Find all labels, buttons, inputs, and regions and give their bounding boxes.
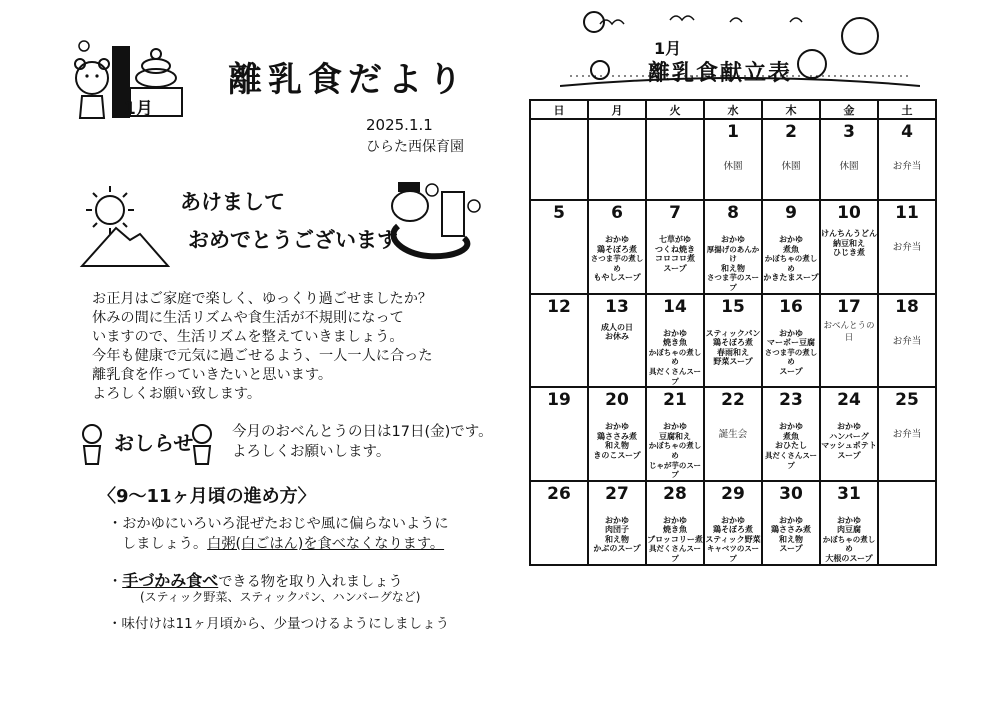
day-note: おべんとうの日 [823, 320, 875, 343]
menu-item: 鶏そぼろ煮 [597, 244, 637, 254]
menu-item: コロコロ煮 [655, 254, 695, 264]
menu-calendar [529, 99, 937, 566]
day-menu [821, 229, 877, 258]
weekday-tue: 火 [646, 100, 704, 119]
calendar-week-row [530, 119, 936, 200]
day-number: 26 [547, 483, 571, 504]
day-number: 2 [785, 122, 797, 142]
menu-item: ハンバーグ [829, 431, 869, 441]
menu-item: スープ [779, 366, 803, 376]
day-number: 25 [895, 390, 919, 411]
day-number: 3 [843, 122, 855, 142]
day-note: お弁当 [892, 335, 922, 347]
day-number: 22 [721, 390, 745, 411]
menu-item: おかゆ [721, 235, 745, 244]
day-note: 休園 [723, 161, 743, 172]
menu-item: 具だくさんスープ [648, 544, 702, 564]
weekday-sat: 土 [878, 100, 936, 119]
calendar-day-cell [704, 119, 762, 200]
intro-line: 休みの間に生活リズムや食生活が不規則になって [92, 310, 404, 326]
calendar-day-cell [704, 294, 762, 388]
calendar-day-cell [878, 387, 936, 481]
day-number [647, 120, 703, 122]
snake-new-year-illustration [384, 178, 484, 274]
day-number: 10 [837, 203, 861, 223]
calendar-day-cell [588, 119, 646, 200]
day-number: 1 [727, 122, 739, 142]
calendar-day-cell [588, 387, 646, 481]
day-menu [647, 516, 703, 564]
menu-item: キャベツのスープ [706, 544, 760, 564]
day-number: 24 [837, 390, 861, 411]
weekday-header-row [530, 100, 936, 119]
day-note: 誕生会 [718, 429, 748, 441]
calendar-day-cell [762, 200, 820, 294]
calendar-day-cell [878, 119, 936, 200]
menu-item: 和え物 [779, 534, 803, 544]
day-number: 11 [895, 203, 919, 223]
menu-item: かきたまスープ [763, 273, 819, 283]
menu-item: おかゆ [779, 422, 803, 432]
menu-item: さつま芋のスープ [706, 273, 760, 292]
menu-item: 成人の日 [601, 322, 633, 332]
menu-item: 厚揚げのあんかけ [706, 244, 760, 264]
menu-item: 焼き魚 [663, 525, 687, 535]
menu-item: おかゆ [779, 515, 803, 525]
menu-item: 納豆和え [833, 238, 865, 248]
intro-line: お正月はご家庭で楽しく、ゆっくり過ごせましたか？ [92, 291, 433, 307]
menu-item: じゃが芋のスープ [648, 460, 702, 480]
menu-item: 煮魚 [783, 244, 799, 254]
notice-line-1: 今月のおべんとうの日は17日(金)です。 [232, 424, 493, 440]
weekday-thu: 木 [762, 100, 820, 119]
menu-item: おひたし [775, 441, 807, 451]
day-menu [647, 422, 703, 480]
bullet-2-sub: (スティック野菜、スティックパン、ハンバーグなど) [140, 590, 421, 604]
menu-item: 野菜スープ [713, 357, 753, 367]
day-note: お弁当 [892, 429, 922, 441]
menu-item: 七草がゆ [659, 235, 691, 244]
menu-item: 具だくさんスープ [764, 450, 818, 470]
weekday-sun: 日 [530, 100, 588, 119]
calendar-day-cell [762, 481, 820, 565]
day-note: 休園 [839, 161, 859, 172]
menu-item: ひじき煮 [833, 248, 865, 258]
calendar-day-cell [820, 481, 878, 565]
calendar-day-cell [530, 294, 588, 388]
menu-item: お休み [605, 332, 629, 342]
day-number: 28 [663, 483, 687, 504]
menu-item: おかゆ [779, 235, 803, 244]
menu-item: おかゆ [605, 422, 629, 432]
calendar-day-cell [820, 387, 878, 481]
day-number: 20 [605, 390, 629, 411]
day-number: 13 [605, 296, 629, 317]
bullet-1 [108, 514, 449, 554]
day-menu [589, 235, 645, 283]
menu-item: 焼き魚 [663, 338, 687, 348]
bullet-3 [108, 612, 449, 632]
intro-line: 今年も健康で元気に過ごせるよう、一人一人に合った [92, 348, 433, 364]
issue-date: 2025.1.1 [366, 116, 433, 134]
day-menu [763, 329, 819, 377]
day-number: 14 [663, 296, 687, 317]
menu-item: おかゆ [837, 515, 861, 525]
menu-item: マッシュポテト [821, 441, 877, 451]
menu-item: 和え物 [605, 534, 629, 544]
menu-item: かぼちゃの煮しめ [648, 347, 702, 367]
menu-item: スープ [779, 544, 803, 554]
menu-item: おかゆ [663, 328, 687, 338]
menu-item: かぼちゃの煮しめ [822, 534, 876, 554]
day-number: 29 [721, 483, 745, 504]
menu-item: おかゆ [779, 328, 803, 338]
bullet-dot: ・ [108, 516, 123, 532]
menu-item: けんちんうどん [821, 229, 877, 238]
day-number: 9 [785, 203, 797, 223]
calendar-day-cell [646, 294, 704, 388]
greeting-line-1: あけまして [180, 190, 285, 214]
weekday-fri: 金 [820, 100, 878, 119]
menu-item: つくね焼き [655, 244, 695, 254]
calendar-day-cell [878, 481, 936, 565]
calendar-day-cell [646, 119, 704, 200]
bullet-dot: ・ [108, 616, 122, 632]
weekday-wed: 水 [704, 100, 762, 119]
bullet-2-bold: 手づかみ食べ [122, 571, 219, 590]
day-number [879, 482, 935, 484]
day-number: 6 [611, 203, 623, 223]
day-number: 4 [901, 122, 913, 142]
calendar-day-cell [530, 119, 588, 200]
calendar-day-cell [762, 294, 820, 388]
menu-item: 鶏そぼろ煮 [713, 338, 753, 348]
day-menu [589, 516, 645, 554]
bullet-3-text: 味付けは11ヶ月頃から、少量つけるようにしましょう [121, 616, 450, 632]
day-number: 21 [663, 390, 687, 411]
bullet-1-line-1: おかゆにいろいろ混ぜたおじや風に偏らないように [122, 516, 449, 532]
weekday-mon: 月 [588, 100, 646, 119]
calendar-week-row [530, 294, 936, 388]
menu-item: 具だくさんスープ [648, 366, 702, 386]
day-number: 8 [727, 203, 739, 223]
section-title: 〈9～11ヶ月頃の進め方〉 [98, 486, 316, 507]
calendar-day-cell [878, 200, 936, 294]
day-number: 12 [547, 296, 571, 317]
menu-item: 春雨和え [717, 347, 749, 357]
menu-item: さつま芋の煮しめ [590, 254, 644, 273]
intro-line: 離乳食を作っていきたいと思います。 [92, 367, 333, 383]
notice-text [232, 422, 493, 462]
day-number: 15 [721, 296, 745, 317]
day-menu [647, 235, 703, 273]
menu-item: おかゆ [721, 515, 745, 525]
intro-line: よろしくお願い致します。 [92, 386, 262, 402]
calendar-day-cell [762, 119, 820, 200]
notice-line-2: よろしくお願いします。 [232, 444, 391, 460]
menu-item: 鶏ささみ煮 [597, 431, 637, 441]
day-menu [763, 235, 819, 283]
menu-item: 大根のスープ [825, 554, 873, 564]
menu-item: かぼちゃの煮しめ [648, 441, 702, 460]
day-menu [763, 516, 819, 554]
menu-item: さつま芋の煮しめ [764, 347, 818, 367]
day-number: 17 [837, 296, 861, 317]
calendar-week-row [530, 387, 936, 481]
menu-item: おかゆ [837, 422, 861, 432]
menu-item: スティック野菜 [705, 534, 761, 544]
calendar-day-cell [820, 119, 878, 200]
page-title: 離乳食だより [228, 60, 468, 100]
calendar-day-cell [820, 200, 878, 294]
intro-paragraph [92, 290, 433, 404]
day-note: お弁当 [892, 161, 922, 172]
day-number [589, 120, 645, 122]
day-number: 27 [605, 483, 629, 504]
calendar-day-cell [704, 481, 762, 565]
menu-item: スープ [837, 450, 861, 460]
calendar-week-row [530, 481, 936, 565]
calendar-day-cell [530, 481, 588, 565]
calendar-day-cell [878, 294, 936, 388]
calendar-day-cell [530, 200, 588, 294]
day-menu [705, 329, 761, 367]
menu-item: おかゆ [605, 235, 629, 244]
menu-item: おかゆ [663, 515, 687, 525]
day-number: 16 [779, 296, 803, 317]
bullet-1-line-2b: 白粥(白ごはん)を食べなくなります。 [207, 536, 445, 552]
day-number: 23 [779, 390, 803, 411]
calendar-day-cell [704, 200, 762, 294]
calendar-day-cell [646, 481, 704, 565]
day-number: 31 [837, 483, 861, 504]
calendar-month: 1月 [654, 39, 682, 58]
menu-item: 鶏そぼろ煮 [713, 525, 753, 535]
calendar-day-cell [646, 200, 704, 294]
menu-item: ブロッコリー煮 [647, 534, 703, 544]
menu-item: 肉豆腐 [837, 525, 861, 535]
day-menu [589, 323, 645, 342]
bullet-dot: ・ [108, 574, 123, 590]
day-menu [763, 422, 819, 470]
month-badge: 1月 [124, 99, 153, 119]
calendar-day-cell [588, 200, 646, 294]
day-number [531, 120, 587, 122]
day-number: 19 [547, 390, 571, 411]
day-note: お弁当 [892, 242, 922, 253]
day-menu [705, 235, 761, 293]
menu-item: 鶏ささみ煮 [771, 525, 811, 535]
menu-item: スープ [663, 263, 687, 273]
day-number: 5 [553, 203, 565, 223]
day-number: 7 [669, 203, 681, 223]
menu-item: 和え物 [605, 441, 629, 451]
school-name: ひらた西保育園 [366, 139, 464, 155]
day-menu [821, 422, 877, 460]
calendar-day-cell [588, 294, 646, 388]
sun-mountain-illustration [78, 182, 170, 268]
menu-item: 煮魚 [783, 431, 799, 441]
menu-item: 肉団子 [605, 525, 629, 535]
calendar-day-cell [762, 387, 820, 481]
menu-item: 和え物 [721, 263, 745, 273]
menu-item: もやしスープ [593, 273, 641, 283]
menu-item: おかゆ [605, 515, 629, 525]
menu-item: マーボー豆腐 [767, 338, 815, 348]
intro-line: いますので、生活リズムを整えていきましょう。 [92, 329, 404, 345]
menu-item: おかゆ [663, 422, 687, 432]
calendar-week-row [530, 200, 936, 294]
calendar-day-cell [820, 294, 878, 388]
day-menu [589, 422, 645, 460]
calendar-day-cell [646, 387, 704, 481]
menu-item: 豆腐和え [659, 431, 691, 441]
day-menu [705, 516, 761, 564]
day-menu [821, 516, 877, 564]
day-menu [647, 329, 703, 387]
menu-item: かぶのスープ [593, 544, 641, 554]
day-note: 休園 [781, 161, 801, 172]
calendar-title: 離乳食献立表 [648, 61, 793, 86]
bullet-1-line-2a: しましょう。 [122, 536, 208, 552]
greeting-line-2: おめでとうございます [188, 228, 398, 252]
menu-item: スティックパン [705, 328, 761, 338]
day-number: 18 [895, 296, 919, 317]
bullet-2-rest: できる物を取り入れましょう [218, 574, 403, 590]
notice-title: おしらせ [114, 431, 194, 455]
menu-item: きのこスープ [593, 450, 641, 460]
calendar-day-cell [588, 481, 646, 565]
calendar-day-cell [530, 387, 588, 481]
day-number: 30 [779, 483, 803, 504]
menu-item: かぼちゃの煮しめ [764, 254, 818, 273]
calendar-day-cell [704, 387, 762, 481]
